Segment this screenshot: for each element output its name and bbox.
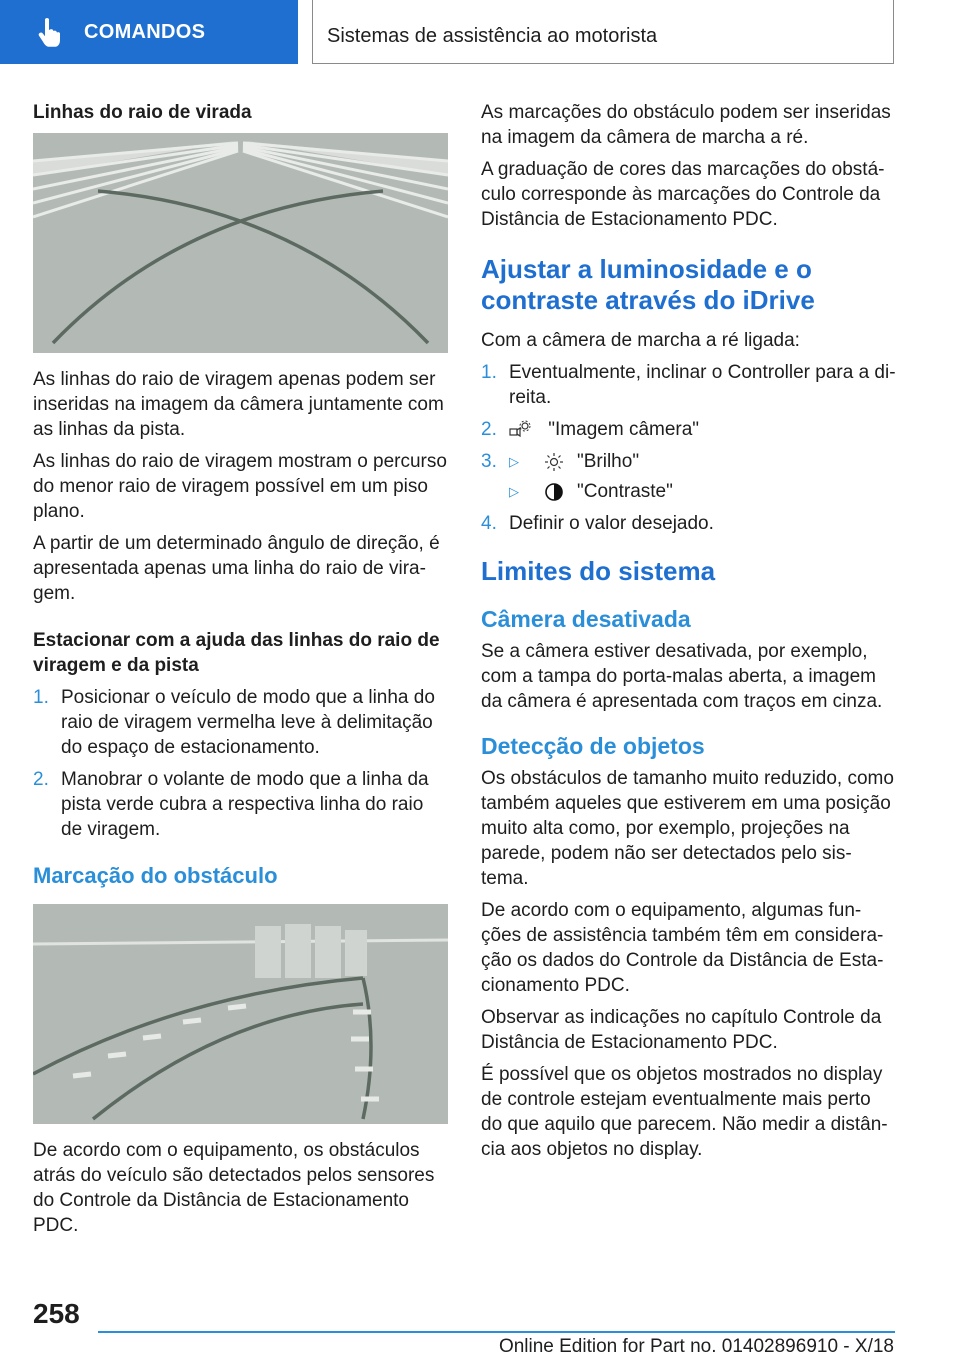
paragraph: É possível que os objetos mostrados no display de controle estejam eventualmente mais perto do que aquilo que parecem. Não medir a distân- cia aos objetos no display. [481, 1064, 888, 1160]
step-number: 1. [481, 362, 497, 383]
paragraph: Observar as indicações no capítulo Controle da Distância de Estacionamento PDC. [481, 1007, 882, 1053]
step-text: "Imagem câmera" [548, 419, 700, 440]
step-text: "Contraste" [577, 481, 673, 502]
chapter-title-box [312, 0, 894, 64]
paragraph: As linhas do raio de viragem apenas podem ser inseridas na imagem da câmera juntamente com as linhas da pista. [33, 369, 444, 440]
paragraph: Se a câmera estiver desativada, por exemplo, com a tampa do porta-malas aberta, a imagem da câmera é apresentada com traços em cinza. [481, 641, 883, 712]
list-item [481, 479, 896, 504]
step-number: 3. [481, 451, 497, 472]
list-item [481, 449, 896, 474]
triangle-bullet-icon: ▷ [509, 454, 519, 469]
footer-divider [98, 1331, 895, 1333]
list-item [481, 511, 896, 536]
heading-brightness-contrast: Ajustar a luminosidade e o contraste através do iDrive [481, 254, 815, 315]
list-item [481, 360, 896, 410]
brightness-icon [543, 451, 565, 473]
page-number: 258 [33, 1298, 80, 1329]
parking-steps-list [33, 685, 448, 842]
heading-turning-radius-lines: Linhas do raio de virada [33, 102, 252, 123]
step-text: "Brilho" [577, 451, 640, 472]
hand-pointer-icon [38, 17, 64, 47]
paragraph: De acordo com o equipamento, algumas fun- ções de assistência também têm em considera- ção os dados do Controle da Distância de Esta- cionamento PDC. [481, 900, 884, 996]
paragraph: A partir de um determinado ângulo de direção, é apresentada apenas uma linha do raio de vira- gem. [33, 533, 440, 604]
heading-camera-off: Câmera desativada [481, 606, 691, 632]
step-number: 2. [33, 769, 49, 790]
step-number: 1. [33, 687, 49, 708]
step-text: Manobrar o volante de modo que a linha da pista verde cubra a respectiva linha do raio de viragem. [61, 769, 429, 840]
contrast-icon [543, 481, 565, 503]
adjust-steps-list [481, 360, 896, 536]
section-tab [0, 0, 298, 64]
paragraph: A graduação de cores das marcações do obstá- culo corresponde às marcações do Controle da Distância de Estacionamento PDC. [481, 159, 885, 230]
heading-object-detection: Detecção de objetos [481, 733, 705, 759]
paragraph: De acordo com o equipamento, os obstáculos atrás do veículo são detectados pelos sensores do Controle da Distância de Estacionamento PDC. [33, 1140, 435, 1236]
list-item [481, 417, 896, 442]
paragraph: As linhas do raio de viragem mostram o percurso do menor raio de viragem possível em um piso plano. [33, 451, 447, 522]
step-text: Posicionar o veículo de modo que a linha do raio de viragem vermelha leve à delimitação do espaço de estacionamento. [61, 687, 435, 758]
left-column [33, 100, 448, 1245]
step-text: Definir o valor desejado. [509, 513, 714, 534]
triangle-bullet-icon: ▷ [509, 484, 519, 499]
list-item [33, 685, 448, 760]
step-number: 2. [481, 419, 497, 440]
step-text: Eventualmente, inclinar o Controller para a di- reita. [509, 362, 896, 408]
heading-obstacle-marking: Marcação do obstáculo [33, 863, 278, 888]
turning-lines-illustration [33, 133, 448, 353]
obstacle-marking-illustration [33, 904, 448, 1124]
camera-settings-icon [509, 419, 531, 441]
chapter-title: Sistemas de assistência ao motorista [327, 24, 658, 47]
section-label: COMANDOS [84, 20, 206, 43]
paragraph: As marcações do obstáculo podem ser inseridas na imagem da câmera de marcha a ré. [481, 102, 891, 148]
right-column [481, 100, 896, 1169]
list-item [33, 767, 448, 842]
paragraph: Com a câmera de marcha a ré ligada: [481, 330, 800, 351]
heading-system-limits: Limites do sistema [481, 556, 716, 586]
edition-note: Online Edition for Part no. 01402896910 - X/18 [498, 1336, 894, 1357]
paragraph: Os obstáculos de tamanho muito reduzido, como também aqueles que estiverem em uma posição muito alta como, por exemplo, projeções na parede, podem não ser detectados pelo sis- tema. [481, 768, 894, 889]
step-number: 4. [481, 513, 497, 534]
heading-park-with-lines: Estacionar com a ajuda das linhas do raio de viragem e da pista [33, 630, 440, 676]
